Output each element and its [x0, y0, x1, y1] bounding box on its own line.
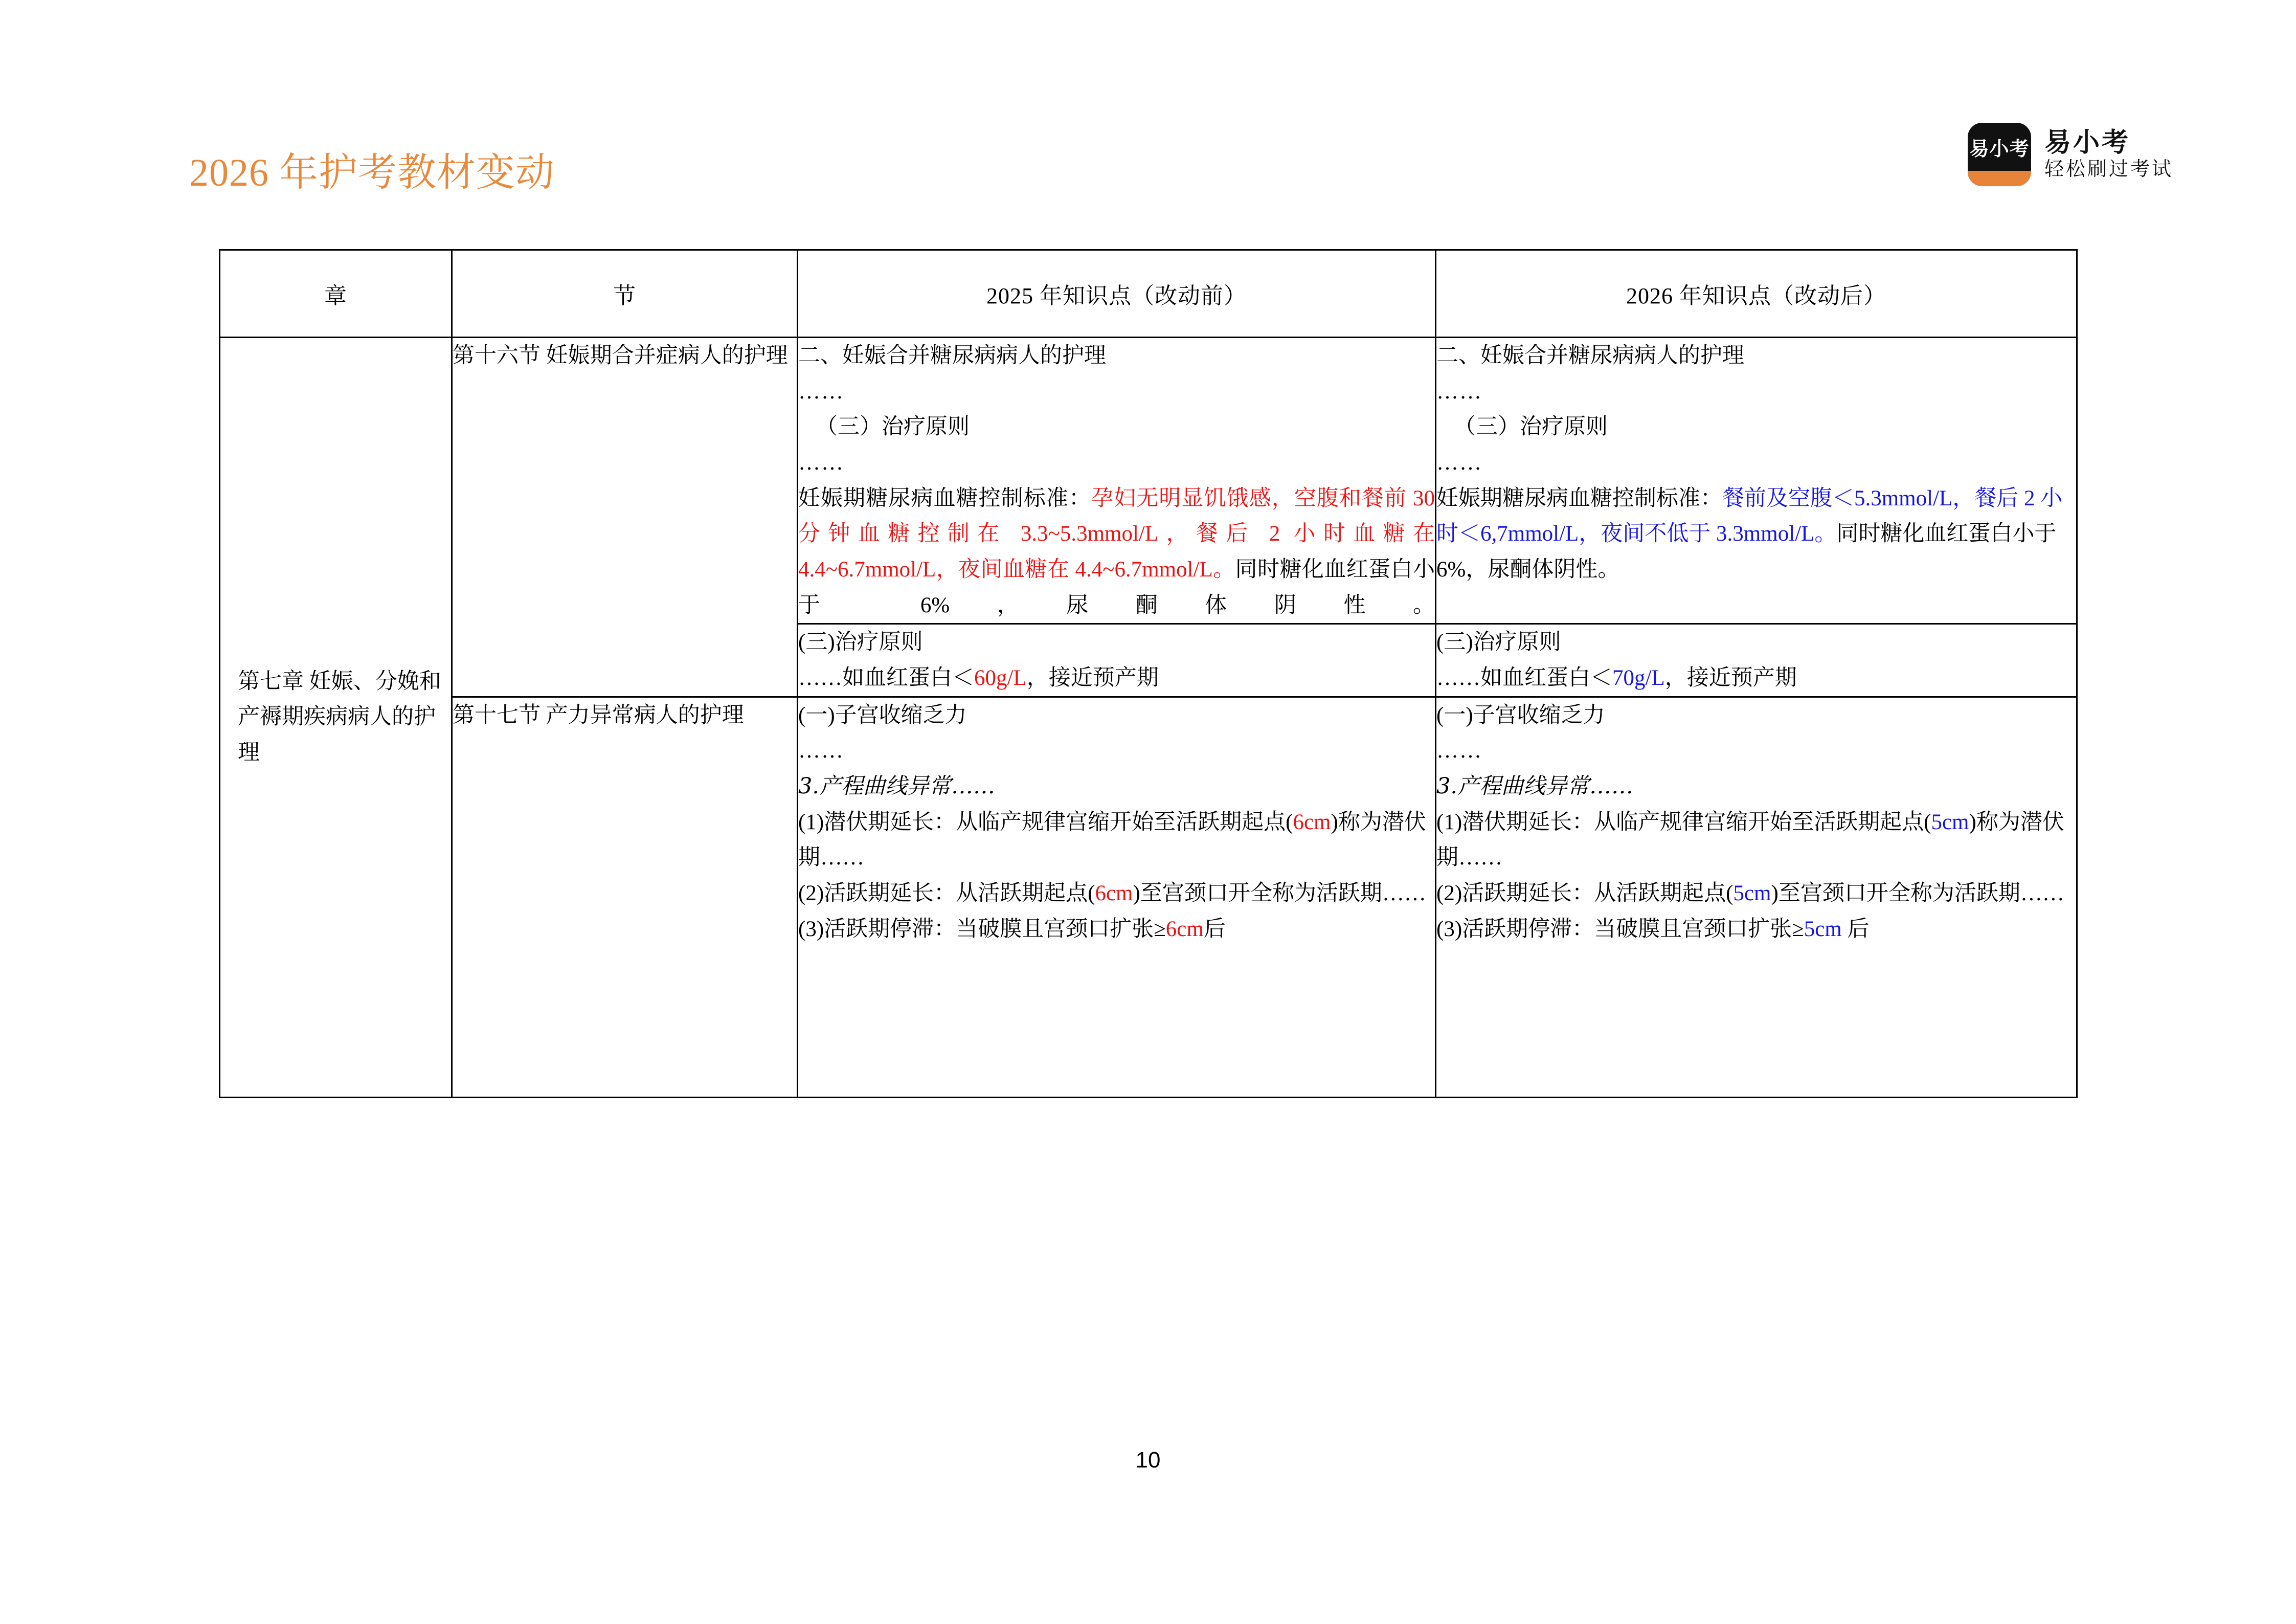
chapter-cell — [220, 338, 452, 1098]
text-changed-red: 孕妇无明显饥饿感，空腹和餐前 30 分钟血糖控制在 3.3~5.3mmol/L，餐后 2 小时血糖在 4.4~6.7mmol/L，夜间血糖在 4.4~6.7mmol/L。 — [798, 486, 1435, 582]
column-header-2025: 2025 年知识点（改动前） — [798, 250, 1436, 338]
table-header-row — [220, 250, 2077, 338]
cell-2026-row1 — [1436, 338, 2077, 624]
column-header-section: 节 — [452, 250, 798, 338]
section-cell-16 — [452, 338, 798, 697]
text-prefix: (1)潜伏期延长：从临产规律宫缩开始至活跃期起点( — [1436, 810, 1931, 834]
text-changed-red: 6cm — [1165, 917, 1204, 941]
table-row — [220, 338, 2077, 624]
text-changed-red: 60g/L — [974, 665, 1027, 690]
line-labor-curve-heading: 3.产程曲线异常…… — [798, 773, 996, 799]
line-latent-phase — [798, 805, 1435, 876]
text-prefix: ……如血红蛋白＜ — [1436, 665, 1612, 690]
cell-2026-row2 — [1436, 624, 2077, 697]
line-blood-glucose-standard — [798, 481, 1435, 624]
line-active-phase-prolonged — [1436, 876, 2076, 911]
text-changed-blue: 5cm — [1804, 917, 1842, 941]
section-cell-17 — [452, 697, 798, 1097]
cell-2026-row3 — [1436, 697, 2077, 1097]
line: (三)治疗原则 — [798, 630, 923, 655]
cell-2025-row3 — [798, 697, 1436, 1097]
text-changed-blue: 5cm — [1733, 881, 1771, 905]
table-row — [220, 697, 2077, 1097]
line-ellipsis: …… — [1436, 379, 1482, 404]
brand-slogan: 轻松刷过考试 — [2044, 159, 2173, 181]
text-changed-blue: 餐前及空腹＜5.3mmol/L，餐后 2 小时＜6,7mmol/L，夜间不低于 3.3mmol/L。 — [1436, 486, 2063, 546]
text-black-prefix: 妊娠期糖尿病血糖控制标准： — [798, 486, 1092, 510]
text-suffix: 后 — [1203, 917, 1226, 941]
brand-mark-accent-strip — [1968, 171, 2031, 186]
textbook-changes-table — [219, 249, 2078, 1098]
text-suffix: )称为潜伏期…… — [1436, 810, 2064, 870]
text-prefix: (2)活跃期延长：从活跃期起点( — [1436, 881, 1734, 905]
line: (一)子宫收缩乏力 — [1436, 703, 1605, 727]
page-number: 10 — [1135, 1448, 1161, 1473]
line: (一)子宫收缩乏力 — [798, 703, 967, 727]
brand-mark-label: 易小考 — [1969, 138, 2030, 160]
line: 二、妊娠合并糖尿病病人的护理 — [1436, 344, 1744, 368]
text-prefix: (3)活跃期停滞：当破膜且宫颈口扩张≥ — [1436, 917, 1804, 941]
text-suffix: )至宫颈口开全称为活跃期…… — [1133, 881, 1426, 905]
brand-mark-icon — [1968, 123, 2031, 186]
text-black-prefix: 妊娠期糖尿病血糖控制标准： — [1436, 486, 1722, 510]
text-prefix: (3)活跃期停滞：当破膜且宫颈口扩张≥ — [798, 917, 1166, 941]
text-changed-blue: 70g/L — [1612, 665, 1665, 690]
text-suffix: )称为潜伏期…… — [798, 810, 1426, 870]
text-suffix: ，接近预产期 — [1664, 665, 1797, 690]
line-labor-curve-heading: 3.产程曲线异常…… — [1436, 773, 1634, 799]
text-black-suffix: 同时糖化血红蛋白小于 6%，尿酮体阴性。 — [1436, 522, 2057, 582]
column-header-chapter: 章 — [220, 250, 452, 338]
line-ellipsis: …… — [798, 450, 844, 475]
line-active-phase-arrest — [798, 911, 1435, 947]
page-header — [0, 0, 2296, 240]
cell-2025-row2 — [798, 624, 1436, 697]
line: (三)治疗原则 — [1436, 630, 1561, 655]
text-prefix: (1)潜伏期延长：从临产规律宫缩开始至活跃期起点( — [798, 810, 1293, 834]
text-prefix: (2)活跃期延长：从活跃期起点( — [798, 881, 1095, 905]
line-ellipsis: …… — [1436, 739, 1482, 763]
brand-logo — [1968, 123, 2173, 186]
page-title: 2026 年护考教材变动 — [189, 151, 555, 194]
column-header-2026: 2026 年知识点（改动后） — [1436, 250, 2077, 338]
section-text: 第十六节 妊娠期合并症病人的护理 — [453, 344, 788, 368]
line-ellipsis: …… — [1436, 450, 1482, 475]
line-blood-glucose-standard — [1436, 481, 2076, 588]
brand-wordmark — [2044, 129, 2173, 180]
text-changed-red: 6cm — [1095, 881, 1133, 905]
section-text: 第十七节 产力异常病人的护理 — [453, 703, 744, 727]
line-hemoglobin — [1436, 660, 2076, 696]
line-hemoglobin — [798, 660, 1435, 696]
text-prefix: ……如血红蛋白＜ — [798, 665, 974, 690]
line-active-phase-prolonged — [798, 876, 1435, 911]
line: （三）治疗原则 — [1454, 415, 1608, 439]
line: 二、妊娠合并糖尿病病人的护理 — [798, 344, 1106, 368]
chapter-text: 第七章 妊娠、分娩和产褥期疾病病人的护理 — [238, 669, 441, 765]
line: （三）治疗原则 — [816, 415, 970, 439]
text-suffix: 后 — [1841, 917, 1870, 941]
line-active-phase-arrest — [1436, 911, 2076, 947]
cell-2025-row1 — [798, 338, 1436, 624]
text-suffix: )至宫颈口开全称为活跃期…… — [1771, 881, 2064, 905]
text-suffix: ，接近预产期 — [1026, 665, 1159, 690]
text-changed-red: 6cm — [1293, 810, 1331, 834]
text-black-suffix: 同时糖化血红蛋白小于 6%，尿酮体阴性。 — [798, 557, 1435, 617]
text-changed-blue: 5cm — [1931, 810, 1969, 834]
brand-name: 易小考 — [2044, 127, 2130, 158]
line-ellipsis: …… — [798, 379, 844, 404]
line-ellipsis: …… — [798, 739, 844, 763]
line-latent-phase — [1436, 805, 2076, 876]
